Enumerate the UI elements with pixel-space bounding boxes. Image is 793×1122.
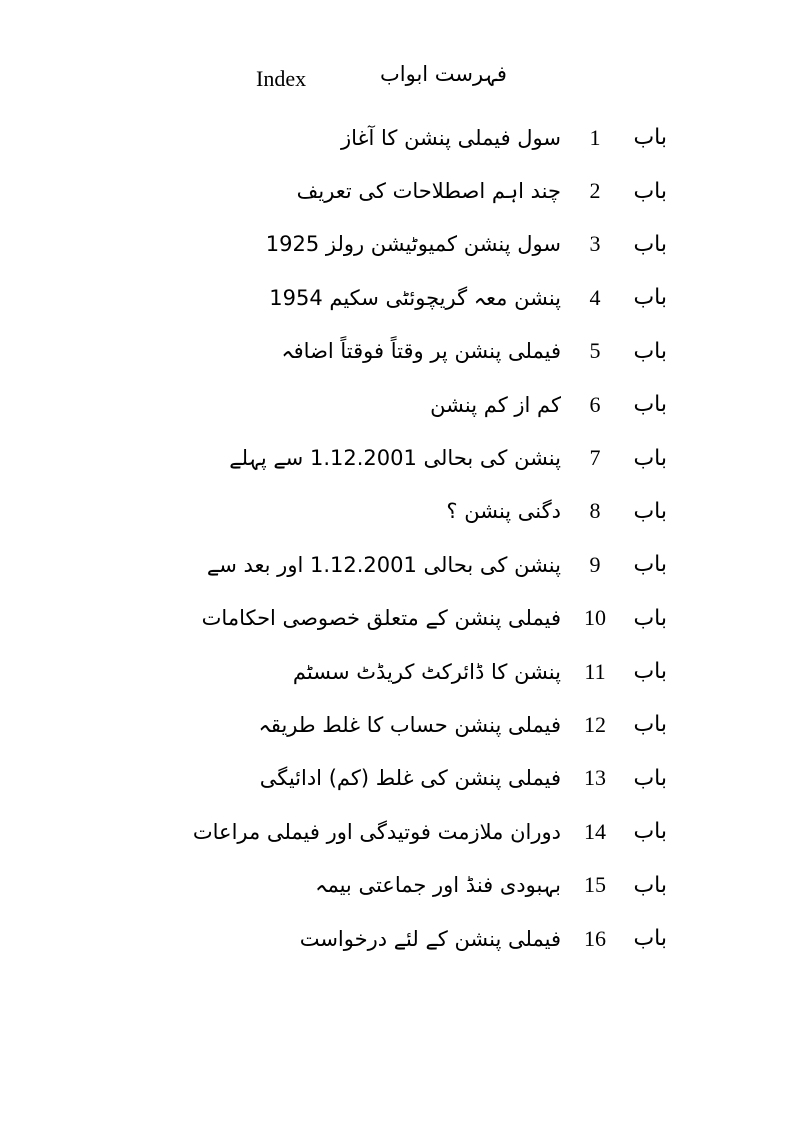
chapter-title: بہبودی فنڈ اور جماعتی بیمہ (315, 873, 561, 898)
chapter-title: سول پنشن کمیوٹیشن رولز 1925 (265, 232, 561, 257)
toc-row-chapter-7 (107, 431, 667, 484)
toc-row-chapter-13 (107, 752, 667, 805)
chapter-word: باب (633, 552, 667, 578)
toc-row-chapter-14 (107, 805, 667, 858)
chapter-word: باب (633, 445, 667, 471)
chapter-title: پنشن کی بحالی 1.12.2001 سے پہلے (229, 446, 561, 471)
chapter-number: 16 (584, 925, 606, 951)
chapter-number: 10 (584, 605, 606, 631)
chapter-word: باب (633, 178, 667, 204)
toc-row-chapter-1 (107, 111, 667, 164)
chapter-title: فیملی پنشن کے لئے درخواست (299, 926, 561, 951)
chapter-title: پنشن کا ڈائرکٹ کریڈٹ سسٹم (292, 659, 561, 684)
chapter-word: باب (633, 338, 667, 364)
chapter-word: باب (633, 819, 667, 845)
chapter-number: 7 (589, 445, 601, 471)
chapter-number: 14 (584, 818, 606, 844)
chapter-number: 8 (589, 498, 601, 524)
chapter-number: 13 (584, 765, 606, 791)
chapter-number: 4 (589, 284, 601, 310)
chapter-word: باب (633, 926, 667, 952)
toc-row-chapter-9 (107, 538, 667, 591)
chapter-word: باب (633, 231, 667, 257)
chapter-number: 5 (589, 338, 601, 364)
toc-row-chapter-16 (107, 912, 667, 965)
toc-row-chapter-3 (107, 218, 667, 271)
chapter-title: دوران ملازمت فوتیدگی اور فیملی مراعات (192, 819, 561, 844)
toc-row-chapter-8 (107, 485, 667, 538)
chapter-number: 1 (589, 124, 601, 150)
chapter-title: چند اہم اصطلاحات کی تعریف (296, 179, 561, 204)
chapter-word: باب (633, 392, 667, 418)
toc-row-chapter-5 (107, 325, 667, 378)
urdu-chapter-list-heading: فہرست ابواب (380, 62, 507, 86)
chapter-number: 3 (589, 231, 601, 257)
chapter-word: باب (633, 712, 667, 738)
toc-row-chapter-12 (107, 698, 667, 751)
chapter-title: پنشن کی بحالی 1.12.2001 اور بعد سے (206, 552, 561, 577)
chapter-word: باب (633, 872, 667, 898)
chapter-number: 6 (589, 391, 601, 417)
chapter-word: باب (633, 659, 667, 685)
toc-row-chapter-10 (107, 592, 667, 645)
chapter-title: کم از کم پنشن (430, 392, 561, 417)
chapter-number: 11 (584, 658, 606, 684)
toc-row-chapter-6 (107, 378, 667, 431)
chapter-number: 9 (589, 551, 601, 577)
chapter-word: باب (633, 498, 667, 524)
chapter-title: پنشن معہ گریچوئٹی سکیم 1954 (269, 285, 561, 310)
chapter-number: 2 (589, 178, 601, 204)
toc-row-chapter-2 (107, 164, 667, 217)
chapter-title: فیملی پنشن کی غلط (کم) ادائیگی (259, 766, 561, 791)
toc-row-chapter-11 (107, 645, 667, 698)
chapter-number: 15 (584, 872, 606, 898)
chapter-title: فیملی پنشن پر وقتاً فوقتاً اضافہ (281, 339, 561, 364)
chapter-title: فیملی پنشن حساب کا غلط طریقہ (258, 712, 561, 737)
chapter-word: باب (633, 125, 667, 151)
index-heading: Index (256, 66, 307, 91)
chapter-title: سول فیملی پنشن کا آغاز (340, 125, 561, 150)
toc-row-chapter-15 (107, 858, 667, 911)
chapter-title: دگنی پنشن ؟ (446, 499, 561, 524)
chapter-title: فیملی پنشن کے متعلق خصوصی احکامات (201, 606, 561, 631)
chapter-word: باب (633, 285, 667, 311)
chapter-word: باب (633, 765, 667, 791)
page-header (0, 62, 793, 102)
chapter-number: 12 (584, 711, 606, 737)
table-of-contents (107, 111, 667, 965)
chapter-word: باب (633, 605, 667, 631)
toc-row-chapter-4 (107, 271, 667, 324)
